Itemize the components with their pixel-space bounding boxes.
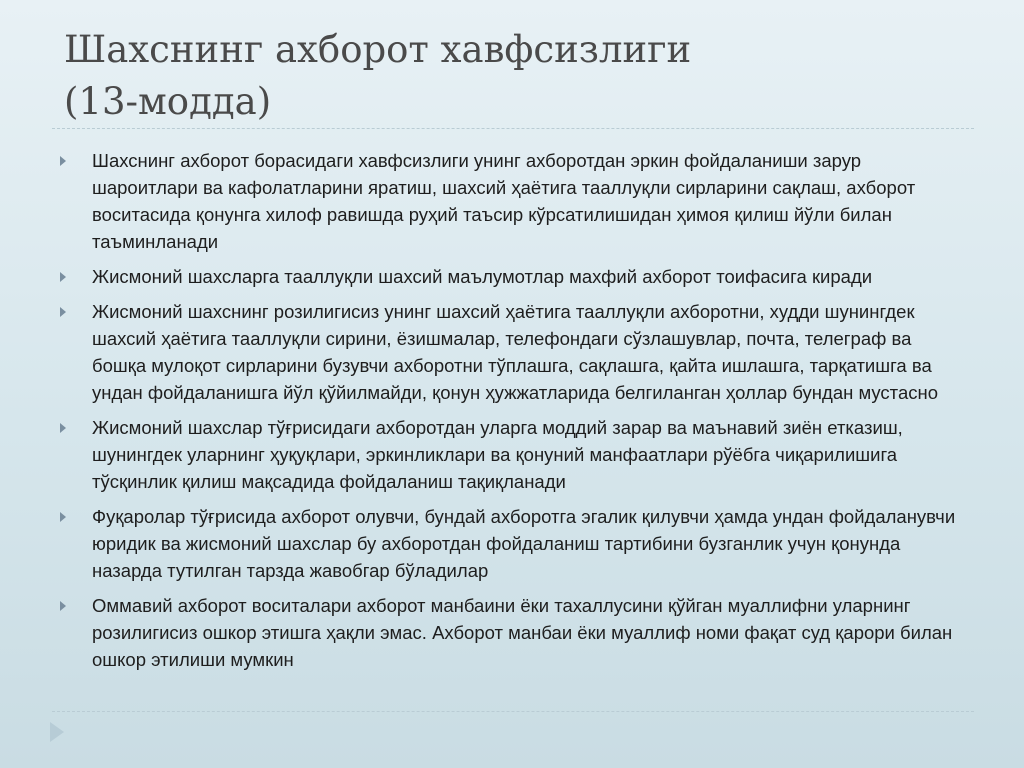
triangle-right-icon: [60, 512, 66, 522]
triangle-right-icon: [60, 272, 66, 282]
bullet-text-5: Фуқаролар тўғрисида ахборот олувчи, бундай ахборотга эгалик қилувчи ҳамда ундан фойдаланувчи юридик ва жисмоний шахслар бу ахборотдан фойдаланиш тартибини бузганлик учун қонунда назарда тутилган тарзда жавобгар бўладилар: [92, 506, 956, 581]
triangle-right-icon: [60, 601, 66, 611]
play-arrow-icon[interactable]: [50, 722, 64, 742]
slide-title-line-1: Шахснинг ахборот хавфсизлиги: [64, 28, 692, 71]
bullet-text-2: Жисмоний шахсларга тааллуқли шахсий маълумотлар махфий ахборот тоифасига киради: [92, 266, 873, 287]
bullet-item-4: [60, 414, 960, 495]
bullet-text-4: Жисмоний шахслар тўғрисидаги ахборотдан уларга моддий зарар ва маънавий зиён етказиш, шунингдек уларнинг ҳуқуқлари, эркинликлари ва қонуний манфаатлари рўёбга чиқарилишига тўсқинлик қилиш мақсадида фойдаланиш тақиқланади: [92, 417, 903, 492]
bullet-item-6: [60, 592, 960, 673]
bullet-item-5: [60, 503, 960, 584]
bullet-list: [60, 147, 960, 681]
bullet-item-1: [60, 147, 960, 255]
bullet-item-2: [60, 263, 960, 290]
slide-title-line-2: (13-модда): [64, 80, 272, 123]
triangle-right-icon: [60, 423, 66, 433]
bullet-text-3: Жисмоний шахснинг розилигисиз унинг шахсий ҳаётига тааллуқли ахборотни, худди шунингдек шахсий ҳаётига тааллуқли сирини, ёзишмалар, телефондаги сўзлашувлар, почта, телеграф ва бошқа мулоқот сирларини бузувчи ахборотни тўплашга, сақлашга, қайта ишлашга, тарқатишга ва ундан фойдаланишга йўл қўйилмайди, қонун ҳужжатларида белгиланган ҳоллар бундан мустасно: [92, 301, 938, 403]
bullet-text-6: Оммавий ахборот воситалари ахборот манбаини ёки тахаллусини қўйган муаллифни уларнинг розилигисиз ошкор этишга ҳақли эмас. Ахборот манбаи ёки муаллиф номи фақат суд қарори билан ошкор этилиши мумкин: [92, 595, 953, 670]
bullet-item-3: [60, 298, 960, 406]
triangle-right-icon: [60, 307, 66, 317]
footer-divider: [52, 711, 974, 712]
bullet-text-1: Шахснинг ахборот борасидаги хавфсизлиги унинг ахборотдан эркин фойдаланиши зарур шароитлари ва кафолатларини яратиш, шахсий ҳаётига тааллуқли сирларини сақлаш, ахборот воситасида қонунга хилоф равишда руҳий таъсир кўрсатилишидан ҳимоя қилиш йўли билан таъминланади: [92, 150, 916, 252]
slide-title: [64, 24, 964, 128]
title-divider: [52, 128, 974, 129]
triangle-right-icon: [60, 156, 66, 166]
